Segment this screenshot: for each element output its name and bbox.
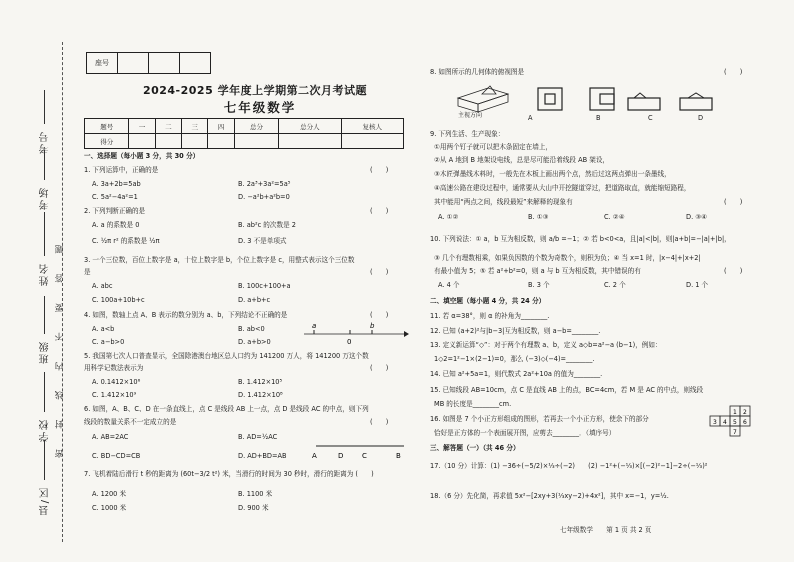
cube-label: 3 [713,419,717,426]
option: D. a+b>0 [238,338,271,346]
question-10-cont: ③ 几个有理数相乘，如果负因数的个数为奇数个，则积为负；④ 当 x=1 时，|x−4|+|x+2| [434,254,701,262]
blank-xuexiao[interactable] [44,372,45,412]
option: C. 1000 米 [92,504,127,512]
score-header: 二 [155,119,181,134]
score-header: 三 [182,119,208,134]
option-d-figure [678,92,716,112]
answer-paren[interactable]: ( ) [370,166,389,174]
option: D. 3 不是单项式 [238,237,287,245]
cube-label: 6 [743,419,747,426]
left-column [78,0,418,562]
segment-figure [310,440,410,462]
option: A. AB=2AC [92,433,129,441]
option: B. ab<0 [238,325,265,333]
seat-label: 座号 [87,53,118,74]
blank-xianqu[interactable] [44,440,45,480]
question-14: 14. 已知 a²+5a=1，则代数式 2a²+10a 的值为________. [430,370,603,378]
option: A. a 的系数是 0 [92,221,140,229]
question-3: 3. 一个三位数，百位上数字是 a，十位上数字是 b，个位上数字是 c，用整式表示这个三位数 [84,256,355,264]
question-6-cont: 线段的数量关系不一定成立的是 [84,418,177,426]
item: ④高速公路在建设过程中，通常要从大山中开挖隧道穿过，把道路取直，就能缩短路程， [434,184,691,192]
option: B. 3 个 [528,281,550,289]
blank-banji[interactable] [44,296,45,334]
option: B. AD=½AC [238,433,278,441]
option: B [596,114,601,122]
label-xingming: 姓名 [40,262,51,286]
option: C. 1.412×10⁹ [92,391,137,399]
cube-label: 4 [723,419,727,426]
question-18: 18.（6 分）先化简，再求值 5x²−[2xy+3(⅓xy−2)+4x²]，其中 x=−1，y=½. [430,492,669,500]
section-heading: 一、选择题（每小题 3 分，共 30 分） [84,152,200,160]
solid-figure [452,84,512,114]
option: A. 3a+2b=5ab [92,180,141,188]
item: 其中能用“两点之间，线段最短”来解释的现象有 [434,198,573,206]
cube-label: 7 [733,429,737,436]
option: A [528,114,533,122]
label-kaochang: 考场 [40,186,51,210]
question-10-cont: 有最小值为 5；⑤ 若 a²+b²=0，则 a 与 b 互为相反数，其中错误的有 [434,267,641,275]
section-heading: 三、解答题（一）（共 46 分） [430,444,520,452]
option: B. 2a³+3a²=5a⁵ [238,180,291,188]
option: C. ½π r² 的系数是 ½π [92,237,160,245]
cube-label: 5 [733,419,737,426]
option: C. a−b>0 [92,338,125,346]
answer-paren[interactable]: ( ) [370,268,389,276]
question-8: 8. 如图所示的几何体的俯视图是 [430,68,525,76]
cube-net-figure [704,404,756,444]
option: B. ab²c 的次数是 2 [238,221,296,229]
option-c-figure [626,92,664,112]
item: ①用两个钉子就可以把木条固定在墙上， [434,143,553,151]
option: A. 0.1412×10⁶ [92,378,141,386]
label-kaohao: 考号 [40,130,51,154]
arrow-icon [404,331,409,337]
option: A. a<b [92,325,115,333]
blank-kaochang[interactable] [44,150,45,180]
question-13: 13. 定义新运算“◇”：对于两个有理数 a、b，定义 a◇b=a²−a (b−1)，例如： [430,341,662,349]
answer-paren[interactable]: ( ) [370,418,389,426]
item: ③木匠弹墨线木料时，一般先在木板上画出两个点，然后过这两点弹出一条墨线， [434,170,671,178]
question-11: 11. 若 α=38°，则 α 的补角为________. [430,312,550,320]
option: A. ①② [438,213,459,221]
option-b-figure [588,86,618,112]
answer-paren[interactable]: ( ) [370,364,389,372]
option: B. 1100 米 [238,490,273,498]
seal-text: 密 封 线 内 不 要 答 题 [55,236,65,458]
section-heading: 二、填空题（每小题 4 分，共 24 分） [430,297,546,305]
score-header: 总分 [234,119,278,134]
option-a-figure [536,86,566,112]
option: A. 1200 米 [92,490,127,498]
question-16: 16. 如图是 7 个小正方形组成的图形，若再去一个小正方形，使余下的部分 [430,415,649,423]
option: D. −a²b+a²b=0 [238,193,290,201]
question-13-cont: 1◇2=1²−1×(2−1)=0，那么 (−3)◇(−4)=________. [434,355,595,363]
exam-subtitle: 七年级数学 [223,100,297,115]
option: C. ②④ [604,213,625,221]
point-label: A [312,452,317,460]
option: B. 1.412×10⁵ [238,378,283,386]
option: A. 4 个 [438,281,460,289]
option: D. AD+BD=AB [238,452,287,460]
question-9: 9. 下列生活、生产现象： [430,130,505,138]
label-b: b [370,322,375,330]
option: B. ①③ [528,213,549,221]
question-10: 10. 下列说法：① a，b 互为相反数，则 a/b =−1；② 若 b<0<a，且|a|<|b|，则|a+b|=−|a|+|b|， [430,235,731,243]
question-15-cont: MB 的长度是________cm. [434,400,512,408]
question-5: 5. 我国第七次人口普查显示，全国除港澳台地区总人口约为 141200 万人，将 141200 万这个数 [84,352,369,360]
label-banji: 班级 [40,340,51,364]
question-5-cont: 用科学记数法表示为 [84,364,144,372]
score-header: 四 [208,119,234,134]
question-17: 17.（10 分）计算：(1) −36÷(−5/2)×⅓÷(−2) (2) −1²+(−⅓)×[(−2)²−1]−2÷(−⅓)² [430,462,708,470]
question-1: 1. 下列运算中，正确的是 [84,166,159,174]
question-3-cont: 是 [84,268,91,276]
question-2: 2. 下列判断正确的是 [84,207,146,215]
question-16-cont: 恰好是正方体的一个表面展开图，应剪去________．（填序号） [434,429,616,437]
option: D. 900 米 [238,504,269,512]
score-row-label: 得分 [85,134,129,149]
score-header: 总分人 [279,119,341,134]
option: D. ③④ [686,213,708,221]
option: C. 2 个 [604,281,626,289]
blank-kaohao[interactable] [44,90,45,124]
point-label: C [362,452,367,460]
answer-paren[interactable]: ( ) [370,311,389,319]
question-7: 7. 飞机着陆后滑行 t 秒的距离为 (60t−3/2 t²) 米，当滑行的时间为 30 秒时，滑行的距离为 ( ) [84,470,374,478]
label-xuexiao: 学校 [40,418,51,442]
point-label: D [338,452,344,460]
answer-paren[interactable]: ( ) [724,198,743,206]
question-12: 12. 已知 (a+2)²与|b−3|互为相反数，则 a−b=________. [430,327,601,335]
cube-label: 1 [733,409,737,416]
page-footer: 七年级数学 第 1 页 共 2 页 [560,526,652,534]
option: C. 5a²−4a²=1 [92,193,138,201]
option: C. 100a+10b+c [92,296,145,304]
score-header: 一 [129,119,155,134]
label-zero: 0 [347,338,352,346]
blank-xingming[interactable] [44,212,45,256]
binding-margin [0,0,72,562]
option: B. 100c+100+a [238,282,291,290]
question-15: 15. 已知线段 AB=10cm，点 C 是直线 AB 上的点，BC=4cm，若 M 是 AC 的中点，则线段 [430,386,704,394]
answer-paren[interactable]: ( ) [724,68,743,76]
answer-paren[interactable]: ( ) [724,267,743,275]
option: D. 1 个 [686,281,709,289]
option: C. BD−CD=CB [92,452,141,460]
question-4: 4. 如图，数轴上点 A、B 表示的数分别为 a、b，下列结论不正确的是 [84,311,288,319]
option: D. 1.412×10⁸ [238,391,283,399]
view-direction-label: 主视方向 [458,112,483,119]
answer-paren[interactable]: ( ) [370,207,389,215]
label-xianqu: 县/区 [40,486,51,516]
item: ②从 A 地到 B 地架设电线，总是尽可能沿着线段 AB 架设， [434,156,610,164]
option: D. a+b+c [238,296,271,304]
option: C [648,114,653,122]
label-a: a [312,322,317,330]
score-header: 复核人 [341,119,403,134]
exam-title: 2024-2025 学年度上学期第二次月考试题 [142,84,368,97]
cube-label: 2 [743,409,747,416]
option: D [698,114,704,122]
option: A. abc [92,282,113,290]
point-label: B [396,452,401,460]
score-header: 题号 [85,119,129,134]
number-line-figure [300,318,410,348]
question-6: 6. 如图，A、B、C、D 在一条直线上，点 C 是线段 AB 上一点，点 D 是线段 AC 的中点，则下列 [84,405,369,413]
